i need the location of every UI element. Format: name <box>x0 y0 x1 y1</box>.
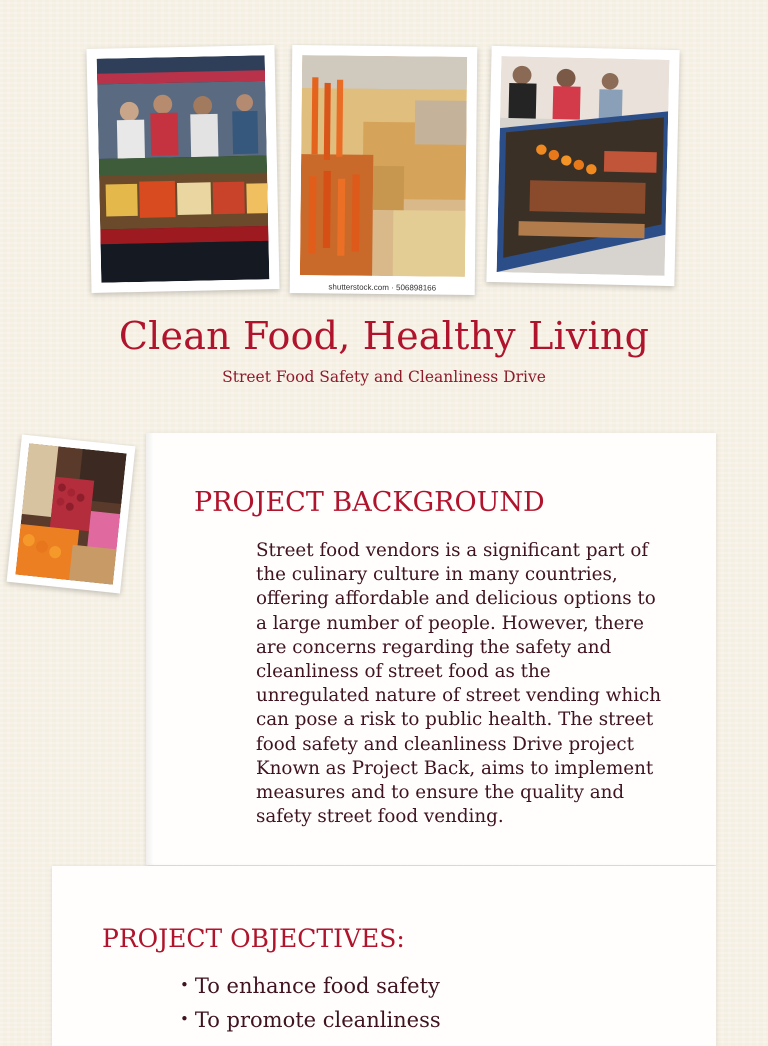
page-title: Clean Food, Healthy Living <box>118 314 650 358</box>
bullet: • <box>180 1010 189 1028</box>
page-subtitle: Street Food Safety and Cleanliness Drive <box>222 368 546 386</box>
fried-food-skewers-photo <box>290 45 478 295</box>
list-item <box>180 1004 441 1038</box>
skewers-image <box>15 443 126 585</box>
project-objectives-card <box>52 866 716 1046</box>
background-paragraph: Street food vendors is a significant part of the culinary culture in many countries, offering affordable and delicious options to a large number of people. However, there are concerns regarding the safety and cleanliness of street food as the unregulated nature of street vending which can pose a risk to public health. The street food safety and cleanliness Drive project Known as Project Back, aims to implement measures and to ensure the quality and safety street food vending. <box>256 540 662 828</box>
card-shadow-edge <box>146 433 154 865</box>
list-item <box>180 970 441 1004</box>
food-cart-image <box>497 56 670 276</box>
objective-text: To promote cleanliness <box>194 1008 441 1032</box>
project-background-card <box>146 433 716 865</box>
food-cart-photo <box>486 46 679 286</box>
background-heading: PROJECT BACKGROUND <box>194 487 545 518</box>
photo-credit: shutterstock.com · 506898166 <box>328 282 437 293</box>
street-market-photo <box>86 45 279 293</box>
objective-text: To enhance food safety <box>194 974 440 998</box>
skewers-photo <box>7 434 136 593</box>
street-market-image <box>97 55 270 282</box>
fried-food-image <box>300 55 467 277</box>
objectives-list <box>180 970 441 1038</box>
bullet: • <box>180 976 189 994</box>
objectives-heading: PROJECT OBJECTIVES: <box>102 924 405 953</box>
